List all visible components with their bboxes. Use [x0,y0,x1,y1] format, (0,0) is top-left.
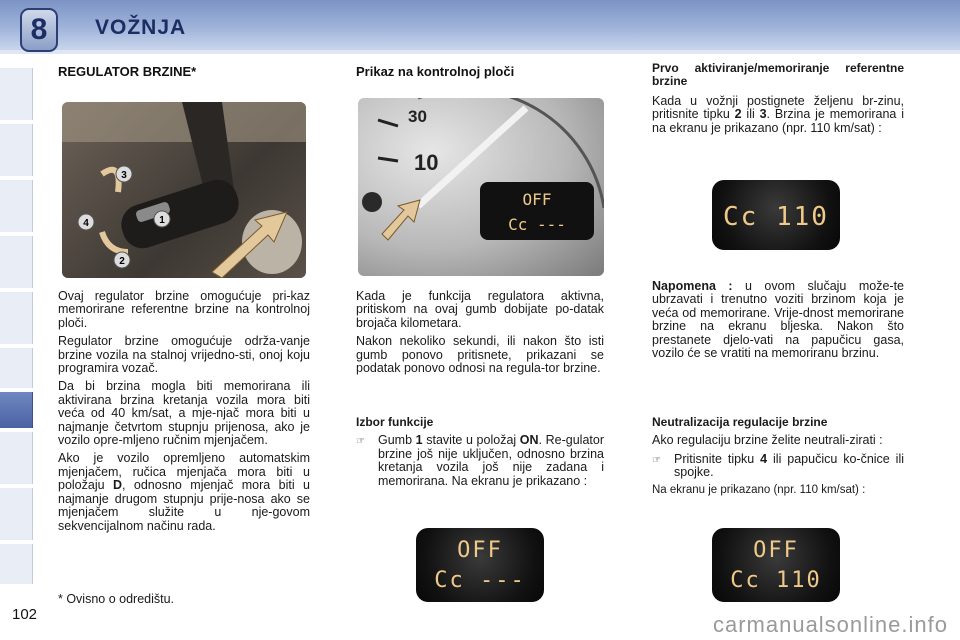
display-off-cc-110 [712,528,840,602]
paragraph: Regulator brzine omogućuje održa-vanje brzine vozila na stalnoj vrijedno-sti, onoj koju programira vozač. [58,334,310,376]
paragraph: Kada je funkcija regulatora aktivna, pritiskom na ovaj gumb dobijate po-datak brojača kilometara. [356,289,604,330]
stalk-photo [62,102,306,278]
col3-neutralization [652,416,904,502]
subtitle-neutralization: Neutralizacija regulacije brzine [652,415,828,429]
cluster-lcd-line1: OFF [522,190,552,209]
side-tab-5[interactable] [0,292,33,344]
gauge-label-30: 30 [408,107,427,126]
chapter-number-badge: 8 [20,8,58,52]
odometer-button[interactable] [362,192,382,212]
col3-first-activation [652,62,904,140]
pointing-hand-icon: ☞ [356,436,365,448]
gauge-label-10: 10 [414,150,439,175]
cluster-lcd-line2: Cc --- [508,215,566,234]
col2-function-selection [356,416,604,488]
footnote: * Ovisno o odredištu. [58,592,175,606]
paragraph: Ovaj regulator brzine omogućuje pri-kaz memorirane referentne brzine na kontrolnoj ploči. [58,289,310,330]
cruise-stalk-illustration [62,102,306,278]
page-number: 102 [12,606,38,623]
instrument-cluster-photo [358,98,604,276]
marker-4: 4 [83,218,89,229]
side-tab-2[interactable] [0,124,33,176]
bullet-text: Pritisnite tipku 4 ili papučicu ko-čnice ili spojke. [674,451,904,480]
display-line1: Cc 110 [723,202,829,232]
header-divider [0,50,960,54]
side-tab-9[interactable] [0,488,33,540]
display-off-dashes [416,528,544,602]
side-tab-4[interactable] [0,236,33,288]
marker-2: 2 [119,256,125,267]
display-line2: Cc 110 [730,568,822,593]
side-tab-7-active[interactable] [0,392,33,428]
side-tab-3[interactable] [0,180,33,232]
subtitle-first-activation: Prvo aktiviranje/memoriranje referentne brzine [652,61,904,89]
col3-note [652,280,904,365]
paragraph: Da bi brzina mogla biti memorirana ili aktivirana brzina kretanja vozila mora biti veća od 40 km/sat, a mje-njač mora biti u najmanje četvrtom stupnju prijenosa, ako je vozilo opre-mljeno ručnim mjenjačem. [58,379,310,448]
note-paragraph: Napomena : u ovom slučaju može-te ubrzavati i trenutno voziti brzinom koja je veća od memorirane. Vrije-dnost memorirane brzine na ekranu bljeska. Nakon što prestanete djelo-vati na papučicu gasa, vozilo će se vratiti na memoriranu brzinu. [652,279,904,361]
side-tab-10[interactable] [0,544,33,584]
watermark: carmanualsonline.info [712,612,948,637]
paragraph: Nakon nekoliko sekundi, ili nakon što isti gumb ponovo pritisnete, prikazani se podatak ponovo odnosi na regula-tor brzine. [356,334,604,376]
display-cc-110 [712,180,840,250]
marker-3: 3 [121,170,127,181]
side-tab-8[interactable] [0,432,33,484]
display-line1: OFF [753,538,799,563]
subtitle-function-selection: Izbor funkcije [356,415,434,429]
marker-1: 1 [159,215,165,226]
pointing-hand-icon: ☞ [652,454,661,466]
paragraph: Ako regulaciju brzine želite neutrali-zirati : [652,433,883,448]
bullet-item [356,434,604,488]
paragraph: Kada u vožnji postignete željenu br-zinu, pritisnite tipku 2 ili 3. Brzina je memorirana i na ekranu je prikazano (npr. 110 km/sat) : [652,93,904,135]
section-title-cruise-control: REGULATOR BRZINE* [58,64,197,79]
display-line1: OFF [457,538,503,563]
col1-text [58,290,310,538]
chapter-title: VOŽNJA [95,16,187,39]
bullet-text: Gumb 1 stavite u položaj ON. Re-gulator brzine još nije uključen, odnosno brzina kretanja vozila još nije zadana i memorirana. Na ekranu je prikazano : [378,433,605,488]
bullet-item [652,453,904,480]
display-line2: Cc --- [434,568,526,593]
side-tab-1[interactable] [0,68,33,120]
instrument-cluster-illustration [358,98,604,276]
side-tab-6[interactable] [0,348,33,388]
paragraph-automatic: Ako je vozilo opremljeno automatskim mjenjačem, ručica mjenjača mora biti u položaju D, odnosno mjenjač mora biti u najmanje drugom stupnju prije-nosa ako se mjenjačem služite u nje-govom sekvencijalnom načinu rada. [58,451,310,533]
col2-text [356,290,604,380]
section-title-instrument-panel: Prikaz na kontrolnoj ploči [356,64,515,79]
paragraph: Na ekranu je prikazano (npr. 110 km/sat) : [652,483,866,496]
